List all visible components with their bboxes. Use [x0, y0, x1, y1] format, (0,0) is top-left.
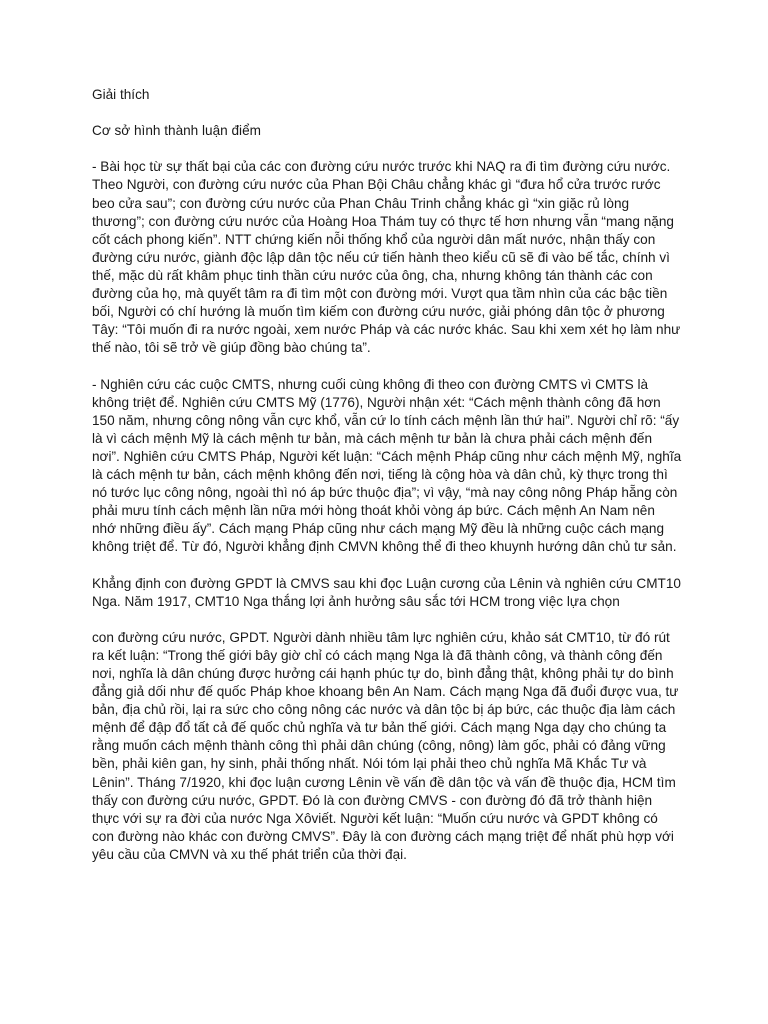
- paragraph-4: con đường cứu nước, GPDT. Người dành nhiều tâm lực nghiên cứu, khảo sát CMT10, từ đó rút ra kết luận: “Trong thế giới bây giờ chỉ có cách mạng Nga là đã thành công, và thành công đến nơi, nghĩa là dân chúng được hưởng cái hạnh phúc tự do, bình đẳng thật, không phải tự do bình đẳng giả dối như đế quốc Pháp khoe khoang bên An Nam. Cách mạng Nga đã đuổi được vua, tư bản, địa chủ rồi, lại ra sức cho công nông các nước và dân tộc bị áp bức, các thuộc địa làm cách mệnh để đập đổ tất cả đế quốc chủ nghĩa và tư bản thế giới. Cách mạng Nga dạy cho chúng ta rằng muốn cách mệnh thành công thì phải dân chúng (công, nông) làm gốc, phải có đảng vững bền, phải kiên gan, hy sinh, phải thống nhất. Nói tóm lại phải theo chủ nghĩa Mã Khắc Tư và Lênin”. Tháng 7/1920, khi đọc luận cương Lênin về vấn đề dân tộc và vấn đề thuộc địa, HCM tìm thấy con đường cứu nước, GPDT. Đó là con đường CMVS - con đường đó đã trở thành hiện thực với sự ra đời của nước Nga Xôviết. Người kết luận: “Muốn cứu nước và GPDT không có con đường nào khác con đường CMVS”. Đây là con đường cách mạng triệt để nhất phù hợp với yêu cầu của CMVN và xu thế phát triển của thời đại.: [92, 629, 679, 862]
- paragraph-1: - Bài học từ sự thất bại của các con đường cứu nước trước khi NAQ ra đi tìm đường cứu nước. Theo Người, con đường cứu nước của Phan Bội Châu chẳng khác gì “đưa hổ cửa trước rước beo cửa sau”; con đường cứu nước của Phan Châu Trinh chẳng khác gì “xin giặc rủ lòng thương”; con đường cứu nước của Hoàng Hoa Thám tuy có thực tế hơn nhưng vẫn “mang nặng cốt cách phong kiến”. NTT chứng kiến nỗi thống khổ của người dân mất nước, nhận thấy con đường cứu nước, giành độc lập dân tộc nếu cứ tiến hành theo kiểu cũ sẽ đi vào bế tắc, chính vì thế, mặc dù rất khâm phục tinh thần cứu nước của ông, cha, nhưng không tán thành các con đường của họ, mà quyết tâm ra đi tìm một con đường mới. Vượt qua tầm nhìn của các bậc tiền bối, Người có chí hướng là muốn tìm kiếm con đường cứu nước, giải phóng dân tộc ở phương Tây: “Tôi muốn đi ra nước ngoài, xem nước Pháp và các nước khác. Sau khi xem xét họ làm như thế nào, tôi sẽ trở về giúp đồng bào chúng ta”.: [92, 159, 681, 356]
- paragraph-2: - Nghiên cứu các cuộc CMTS, nhưng cuối cùng không đi theo con đường CMTS vì CMTS là không triệt để. Nghiên cứu CMTS Mỹ (1776), Người nhận xét: “Cách mệnh thành công đã hơn 150 năm, nhưng công nông vẫn cực khổ, vẫn cứ lo tính cách mệnh lần thứ hai”. Người chỉ rõ: “ấy là vì cách mệnh Mỹ là cách mệnh tư bản, mà cách mệnh tư bản là chưa phải cách mệnh đến nơi”. Nghiên cứu CMTS Pháp, Người kết luận: “Cách mệnh Pháp cũng như cách mệnh Mỹ, nghĩa là cách mệnh tư bản, cách mệnh không đến nơi, tiếng là cộng hòa và dân chủ, kỳ thực trong thì nó tước lục công nông, ngoài thì nó áp bức thuộc địa”; vì vậy, “mà nay công nông Pháp hẵng còn phải mưu tính cách mệnh lần nữa mới hòng thoát khỏi vòng áp bức. Cách mệnh An Nam nên nhớ những điều ấy”. Cách mạng Pháp cũng như cách mạng Mỹ đều là những cuộc cách mạng không triệt để. Từ đó, Người khẳng định CMVN không thể đi theo khuynh hướng dân chủ tư sản.: [92, 376, 682, 555]
- document-body: [92, 86, 682, 882]
- paragraph-3: Khẳng định con đường GPDT là CMVS sau khi đọc Luận cương của Lênin và nghiên cứu CMT10 Nga. Năm 1917, CMT10 Nga thắng lợi ảnh hưởng sâu sắc tới HCM trong việc lựa chọn: [92, 575, 681, 609]
- document-title: Giải thích: [92, 87, 150, 102]
- section-heading: Cơ sở hình thành luận điểm: [92, 123, 261, 139]
